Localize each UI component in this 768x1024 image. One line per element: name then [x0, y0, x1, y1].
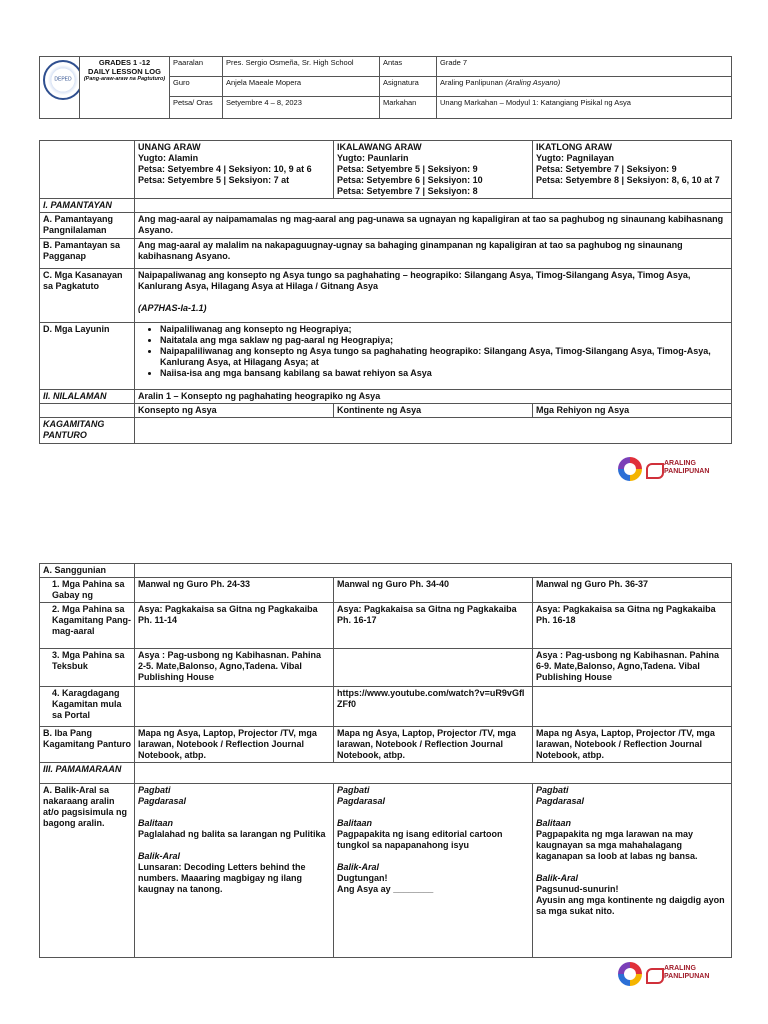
- pamantayan-pagganap-label: B. Pamantayan sa Pagganap: [40, 239, 135, 269]
- teksbuk-label: 3. Mga Pahina sa Teksbuk: [40, 649, 135, 687]
- araling-panlipunan-logo: ARALING PANLIPUNAN: [618, 457, 728, 481]
- guro-value: Anjela Maeale Mopera: [223, 77, 380, 97]
- lm-day1: Asya: Pagkakaisa sa Gitna ng Pagkakaiba Ph. 11-14: [135, 603, 334, 649]
- dll-title-cell: [80, 57, 170, 119]
- dll-title: DAILY LESSON LOG: [88, 67, 161, 76]
- kagamitan-fill: [135, 418, 732, 444]
- layunin-label: D. Mga Layunin: [40, 323, 135, 390]
- teksbuk-day3: Asya : Pag-usbong ng Kabihasnan. Pahina 6-9. Mate,Balonso, Agno,Tadena. Vibal Publishing House: [533, 649, 732, 687]
- kagamitan-label: KAGAMITANG PANTURO: [40, 418, 135, 444]
- pamantayang-pangnilalaman-label: A. Pamantayang Pangnilalaman: [40, 213, 135, 239]
- portal-day3: [533, 687, 732, 727]
- teksbuk-day2: [334, 649, 533, 687]
- balik-aral-day3: Pagbati Pagdarasal Balitaan Pagpapakita ng mga larawan na may kaugnayan sa mga mahahalagang kaganapan sa loob at labas ng bansa. Balik-Aral Pagsunud-sunurin! Ayusin ang mga kontinente ng daigdig ayon sa mga sukat nito.: [533, 784, 732, 958]
- topic-2: Kontinente ng Asya: [334, 404, 533, 418]
- ap-circle-icon: [618, 962, 642, 986]
- ap-swoosh-icon: [646, 463, 664, 479]
- header-table: [39, 56, 732, 119]
- gabay-day3: Manwal ng Guro Ph. 36-37: [533, 578, 732, 603]
- iba-pang-kagamitan-label: B. Iba Pang Kagamitang Panturo: [40, 727, 135, 763]
- pamantayan-heading: I. PAMANTAYAN: [40, 199, 135, 213]
- day-2-header: IKALAWANG ARAW Yugto: Paunlarin Petsa: Setyembre 5 | Seksiyon: 9 Petsa: Setyembre 6 | Seksiyon: 10 Petsa: Setyembre 7 | Seksiyon: 8: [334, 141, 533, 199]
- sanggunian-label: A. Sanggunian: [40, 564, 135, 578]
- objective-item: • Naitatala ang mga saklaw ng pag-aaral ng Heograpiya;: [160, 335, 728, 346]
- layunin-cell: [135, 323, 732, 390]
- objective-item: • Naiisa-isa ang mga bansang kabilang sa bawat rehiyon sa Asya: [160, 368, 728, 379]
- empty-corner-cell: [40, 141, 135, 199]
- topic-1: Konsepto ng Asya: [135, 404, 334, 418]
- objective-item: • Naipapaliliwanag ang konsepto ng Asya tungo sa paghahating heograpiko: Silangang Asya, Timog-Silangang Asya, Timog-Asya, Kanlurang Asya, at Hilagang Asya; at: [160, 346, 728, 368]
- lm-day3: Asya: Pagkakaisa sa Gitna ng Pagkakaiba Ph. 16-18: [533, 603, 732, 649]
- nilalaman-text: Aralin 1 – Konsepto ng paghahating heograpiko ng Asya: [135, 390, 732, 404]
- antas-label: Antas: [380, 57, 437, 77]
- pamamaraan-label: III. PAMAMARAAN: [40, 763, 135, 784]
- grades-title: GRADES 1 -12: [98, 58, 151, 67]
- paaralan-label: Paaralan: [170, 57, 223, 77]
- iba-kagamitan-day2: Mapa ng Asya, Laptop, Projector /TV, mga larawan, Notebook / Reflection Journal Notebook, atbp.: [334, 727, 533, 763]
- antas-value: Grade 7: [437, 57, 732, 77]
- teksbuk-day1: Asya : Pag-usbong ng Kabihasnan. Pahina 2-5. Mate,Balonso, Agno,Tadena. Vibal Publishing House: [135, 649, 334, 687]
- markahan-label: Markahan: [380, 97, 437, 119]
- portal-day1: [135, 687, 334, 727]
- guro-label: Guro: [170, 77, 223, 97]
- pamamaraan-fill: [135, 763, 732, 784]
- pamantayang-pangnilalaman-text: Ang mag-aaral ay naipamamalas ng mag-aaral ang pag-unawa sa ugnayan ng kapaligiran at tao sa paghubog ng sinaunang kabihasnang Asyano.: [135, 213, 732, 239]
- balik-aral-day1: Pagbati Pagdarasal Balitaan Paglalahad ng balita sa larangan ng Pulitika Balik-Aral Lunsaran: Decoding Letters behind the numbers. Maaaring magbigay ng ilang kaugnay na tanong.: [135, 784, 334, 958]
- topic-3: Mga Rehiyon ng Asya: [533, 404, 732, 418]
- araling-panlipunan-logo-bottom: ARALING PANLIPUNAN: [618, 962, 728, 986]
- lm-day2: Asya: Pagkakaisa sa Gitna ng Pagkakaiba Ph. 16-17: [334, 603, 533, 649]
- gabay-day1: Manwal ng Guro Ph. 24-33: [135, 578, 334, 603]
- ap-swoosh-icon: [646, 968, 664, 984]
- pamantayan-pagganap-text: Ang mag-aaral ay malalim na nakapaguugnay-ugnay sa bahaging ginampanan ng kapaligiran at tao sa paghubog ng sinaunang kabihasnang Asyano.: [135, 239, 732, 269]
- objective-item: • Naipaliliwanag ang konsepto ng Heograpiya;: [160, 324, 728, 335]
- gabay-day2: Manwal ng Guro Ph. 34-40: [334, 578, 533, 603]
- nilalaman-label: II. NILALAMAN: [40, 390, 135, 404]
- petsa-label: Petsa/ Oras: [170, 97, 223, 119]
- markahan-value: Unang Markahan – Modyul 1: Katangiang Pisikal ng Asya: [437, 97, 732, 119]
- competency-code: (AP7HAS-Ia-1.1): [138, 303, 207, 313]
- iba-kagamitan-day3: Mapa ng Asya, Laptop, Projector /TV, mga larawan, Notebook / Reflection Journal Notebook, atbp.: [533, 727, 732, 763]
- portal-label: 4. Karagdagang Kagamitan mula sa Portal: [40, 687, 135, 727]
- kasanayan-cell: Naipapaliwanag ang konsepto ng Asya tungo sa paghahating – heograpiko: Silangang Asya, Timog-Silangang Asya, Timog Asya, Kanlurang Asya, Hilagang Asya at Hilaga / Gitnang Asya (AP7HAS-Ia-1.1): [135, 269, 732, 323]
- deped-seal-cell: [40, 57, 80, 119]
- asignatura-label: Asignatura: [380, 77, 437, 97]
- asignatura-value: Araling Panlipunan (Araling Asyano): [437, 77, 732, 97]
- kagamitang-pang-mag-aaral-label: 2. Mga Pahina sa Kagamitang Pang-mag-aaral: [40, 603, 135, 649]
- petsa-value: Setyembre 4 – 8, 2023: [223, 97, 380, 119]
- iba-kagamitan-day1: Mapa ng Asya, Laptop, Projector /TV, mga larawan, Notebook / Reflection Journal Notebook, atbp.: [135, 727, 334, 763]
- topics-blank: [40, 404, 135, 418]
- gabay-label: 1. Mga Pahina sa Gabay ng: [40, 578, 135, 603]
- deped-seal-icon: DEPED: [43, 60, 80, 100]
- dll-subtitle: (Pang-araw-araw na Pagtuturo): [83, 76, 166, 82]
- pamantayan-fill: [135, 199, 732, 213]
- portal-link[interactable]: https://www.youtube.com/watch?v=uR9vGfIZFf0: [334, 687, 533, 727]
- balik-aral-day2: Pagbati Pagdarasal Balitaan Pagpapakita ng isang editorial cartoon tungkol sa napapanahong isyu Balik-Aral Dugtungan! Ang Asya ay ________: [334, 784, 533, 958]
- ap-circle-icon: [618, 457, 642, 481]
- day-1-header: UNANG ARAW Yugto: Alamin Petsa: Setyembre 4 | Seksiyon: 10, 9 at 6 Petsa: Setyembre 5 | Seksiyon: 7 at: [135, 141, 334, 199]
- balik-aral-label: A. Balik-Aral sa nakaraang aralin at/o pagsisimula ng bagong aralin.: [40, 784, 135, 958]
- sanggunian-fill: [135, 564, 732, 578]
- day-3-header: IKATLONG ARAW Yugto: Pagnilayan Petsa: Setyembre 7 | Seksiyon: 9 Petsa: Setyembre 8 | Seksiyon: 8, 6, 10 at 7: [533, 141, 732, 199]
- lesson-table-top: [39, 140, 732, 444]
- lesson-table-bottom: [39, 563, 732, 958]
- kasanayan-label: C. Mga Kasanayan sa Pagkatuto: [40, 269, 135, 323]
- paaralan-value: Pres. Sergio Osmeña, Sr. High School: [223, 57, 380, 77]
- objectives-list: [138, 324, 728, 379]
